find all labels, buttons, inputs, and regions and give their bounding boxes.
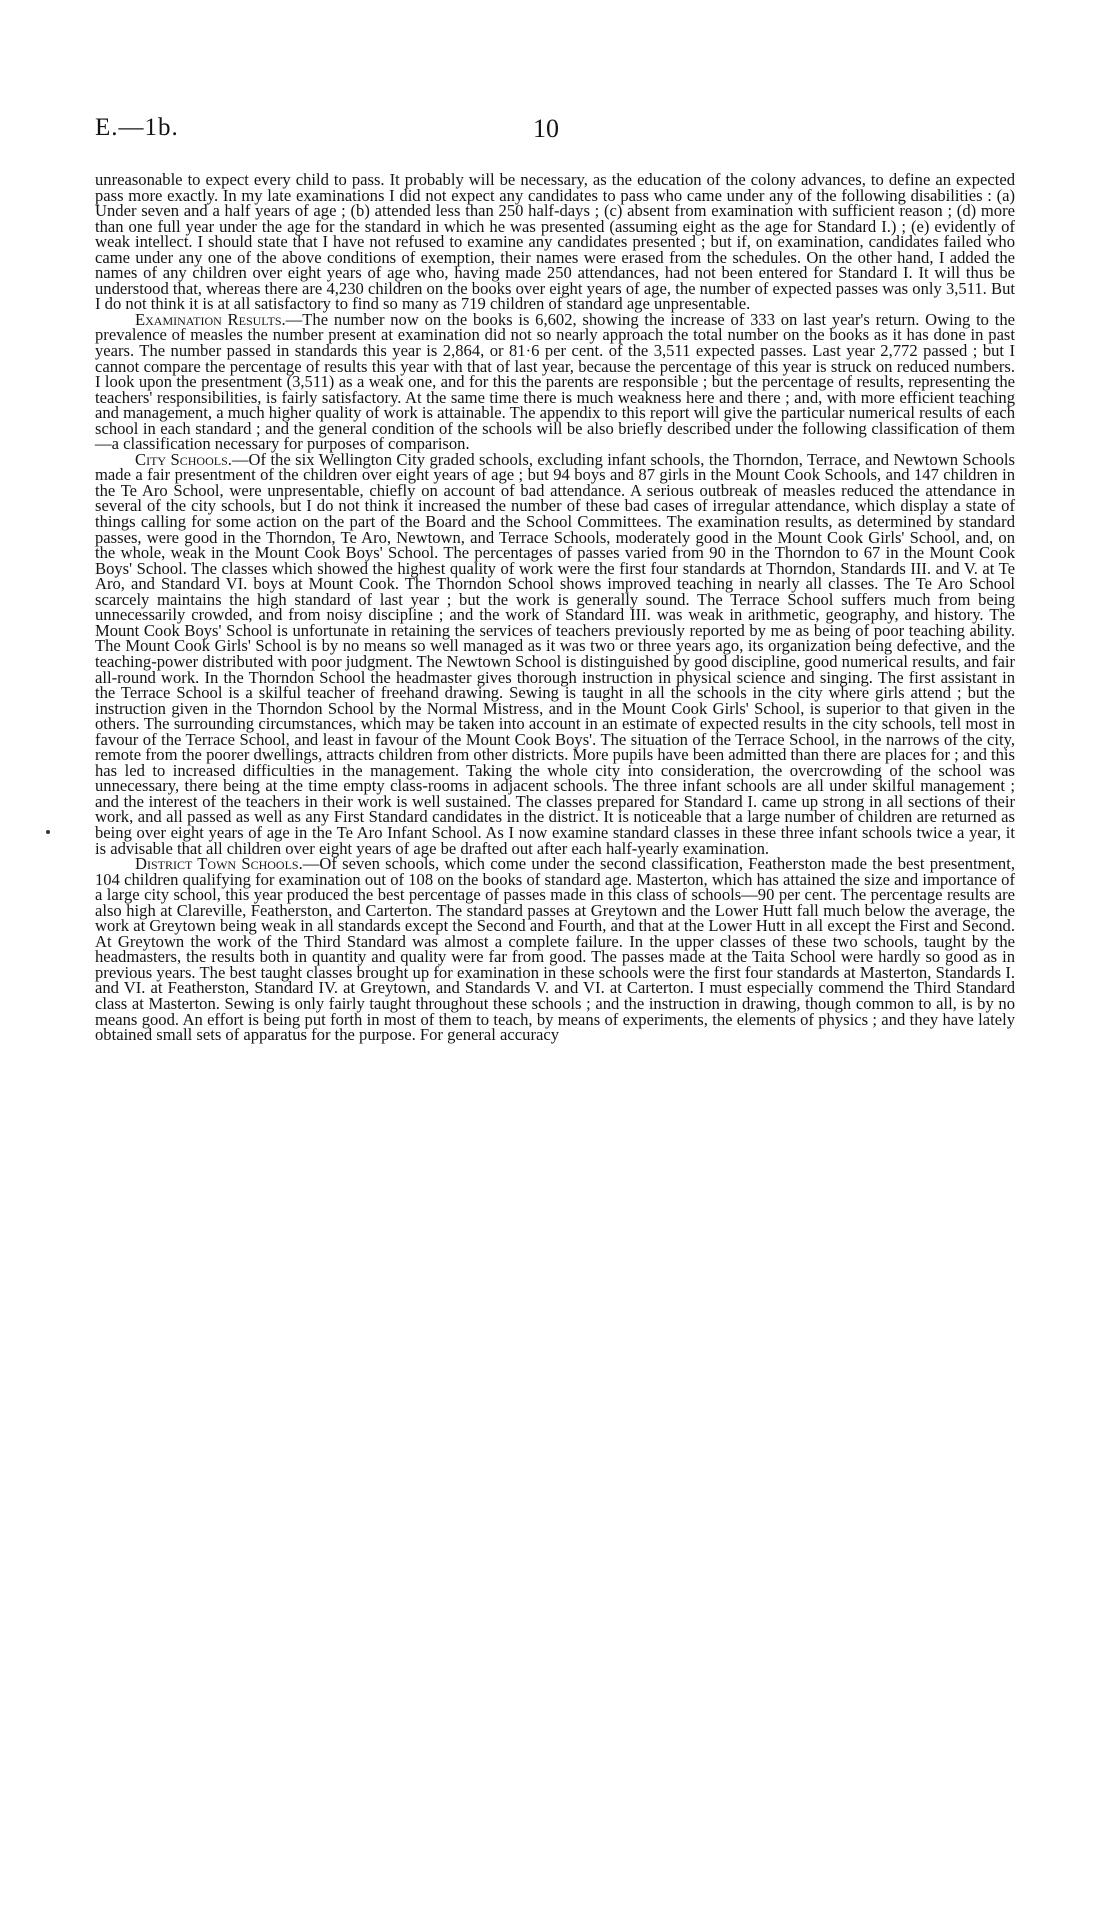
- section-heading: District Town Schools.: [135, 854, 303, 874]
- section-heading: Examination Results.: [135, 309, 286, 329]
- report-body: [95, 172, 1015, 1043]
- margin-mark: [46, 830, 50, 834]
- paragraph-text: unreasonable to expect every child to pass. It probably will be necessary, as the education of the colony advances, to define an expected pass more exactly. In my late examinations I did not expect any candidates to pass who came under any of the following disabilities : (a) Under seven and a half years of age ; (b) attended less than 250 half-days ; (c) absent from examination with sufficient reason ; (d) more than one full year under the age for the standard in which he was presented (assuming eight as the age for Standard I.) ; (e) evidently of weak intellect. I should state that I have not refused to examine any candidates presented ; but if, on examination, candidates failed who came under any one of the above conditions of exemption, their names were erased from the schedules. On the other hand, I added the names of any children over eight years of age who, having made 250 attendances, had not been entered for Standard I. It will thus be understood that, whereas there are 4,230 children on the books over eight years of age, the number of expected passes was only 3,511. But I do not think it is at all satisfactory to find so many as 719 children of standard age unpresentable.: [95, 170, 1015, 314]
- paragraph-examination-results: [95, 309, 1016, 454]
- paragraph-city-schools: [95, 449, 1015, 858]
- paragraph-text: —The number now on the books is 6,602, showing the increase of 333 on last year's return. Owing to the prevalence of measles the number present at examination did not so nearly approach the total number on the books as it has done in past years. The number passed in standards this year is 2,864, or 81·6 per cent. of the 3,511 expected passes. Last year 2,772 passed ; but I cannot compare the percentage of results this year with that of last year, because the percentage of this year is struck on reduced numbers. I look upon the presentment (3,511) as a weak one, and for this the parents are responsible ; but the percentage of results, representing the teachers' responsibilities, is fairly satisfactory. At the same time there is much weakness here and there ; and, with more efficient teaching and management, a much higher quality of work is attainable. The appendix to this report will give the particular numerical results of each school in each standard ; and the general condition of the schools will be also briefly described under the following classification of them—a classification necessary for purposes of comparison.: [95, 309, 1016, 454]
- paragraph-text: —Of the six Wellington City graded schools, excluding infant schools, the Thorndon, Terrace, and Newtown Schools made a fair presentment of the children over eight years of age ; but 94 boys and 87 girls in the Mount Cook Schools, and 147 children in the Te Aro School, were unpresentable, chiefly on account of bad attendance. A serious outbreak of measles reduced the attendance in several of the city schools, but I do not think it increased the number of these bad cases of irregular attendance, which display a state of things calling for some action on the part of the Board and the School Committees. The examination results, as determined by standard passes, were good in the Thorndon, Te Aro, Newtown, and Terrace Schools, moderately good in the Mount Cook Girls' School, and, on the whole, weak in the Mount Cook Boys' School. The percentages of passes varied from 90 in the Thorndon to 67 in the Mount Cook Boys' School. The classes which showed the highest quality of work were the first four standards at Thorndon, Standards III. and V. at Te Aro, and Standard VI. boys at Mount Cook. The Thorndon School shows improved teaching in nearly all classes. The Te Aro School scarcely maintains the high standard of last year ; but the work is generally sound. The Terrace School suffers much from being unnecessarily crowded, and from noisy discipline ; and the work of Standard III. was weak in arithmetic, geography, and history. The Mount Cook Boys' School is unfortunate in retaining the services of teachers previously reported by me as being of poor teaching ability. The Mount Cook Girls' School is by no means so well managed as it was two or three years ago, its organization being defective, and the teaching-power distributed with poor judgment. The Newtown School is distinguished by good discipline, good numerical results, and fair all-round work. In the Thorndon School the headmaster gives thorough instruction in physical science and singing. The first assistant in the Terrace School is a skilful teacher of freehand drawing. Sewing is taught in all the schools in the city where girls attend ; but the instruction given in the Thorndon School by the Normal Mistress, and in the Mount Cook Girls' School, is superior to that given in the others. The surrounding circumstances, which may be taken into account in an estimate of expected results in the city schools, tell most in favour of the Terrace School, and least in favour of the Mount Cook Boys'. The situation of the Terrace School, in the narrows of the city, remote from the poorer dwellings, attracts children from other districts. More pupils have been admitted than there are places for ; and this has led to increased difficulties in the management. Taking the whole city into consideration, the overcrowding of the school was unnecessary, there being at the time empty class-rooms in adjacent schools. The three infant schools are all under skilful management ; and the interest of the teachers in their work is well sustained. The classes prepared for Standard I. came up strong in all sections of their work, and all passed as well as any First Standard candidates in the district. It is noticeable that a large number of children are returned as being over eight years of age in the Te Aro Infant School. As I now examine standard classes in these three infant schools twice a year, it is advisable that all children over eight years of age be drafted out after each half-yearly examination.: [95, 449, 1015, 858]
- page-number: 10: [533, 114, 559, 143]
- paragraph-continuation: [95, 172, 1015, 312]
- paragraph-district-town-schools: [95, 856, 1015, 1043]
- document-reference: E.—1b.: [95, 114, 179, 141]
- paragraph-text: —Of seven schools, which come under the second classification, Featherston made the best presentment, 104 children qualifying for examination out of 108 on the books of standard age. Masterton, which has attained the size and importance of a large city school, this year produced the best percentage of passes made in this class of schools—90 per cent. The percentage results are also high at Clareville, Featherston, and Carterton. The standard passes at Greytown and the Lower Hutt fall much below the average, the work at Greytown being weak in all standards except the Second and Fourth, and that at the Lower Hutt in all except the First and Second. At Greytown the work of the Third Standard was almost a complete failure. In the upper classes of these two schools, taught by the headmasters, the results both in quantity and quality were far from good. The passes made at the Taita School were hardly so good as in previous years. The best taught classes brought up for examination in these schools were the first four standards at Masterton, Standards I. and VI. at Featherston, Standard IV. at Greytown, and Standards V. and VI. at Carterton. I must especially commend the Third Standard class at Masterton. Sewing is only fairly taught throughout these schools ; and the instruction in drawing, though common to all, is by no means good. An effort is being put forth in most of them to teach, by means of experiments, the elements of physics ; and they have lately obtained small sets of apparatus for the purpose. For general accuracy: [95, 854, 1015, 1045]
- page-header: [95, 114, 1015, 148]
- section-heading: City Schools.: [135, 449, 232, 469]
